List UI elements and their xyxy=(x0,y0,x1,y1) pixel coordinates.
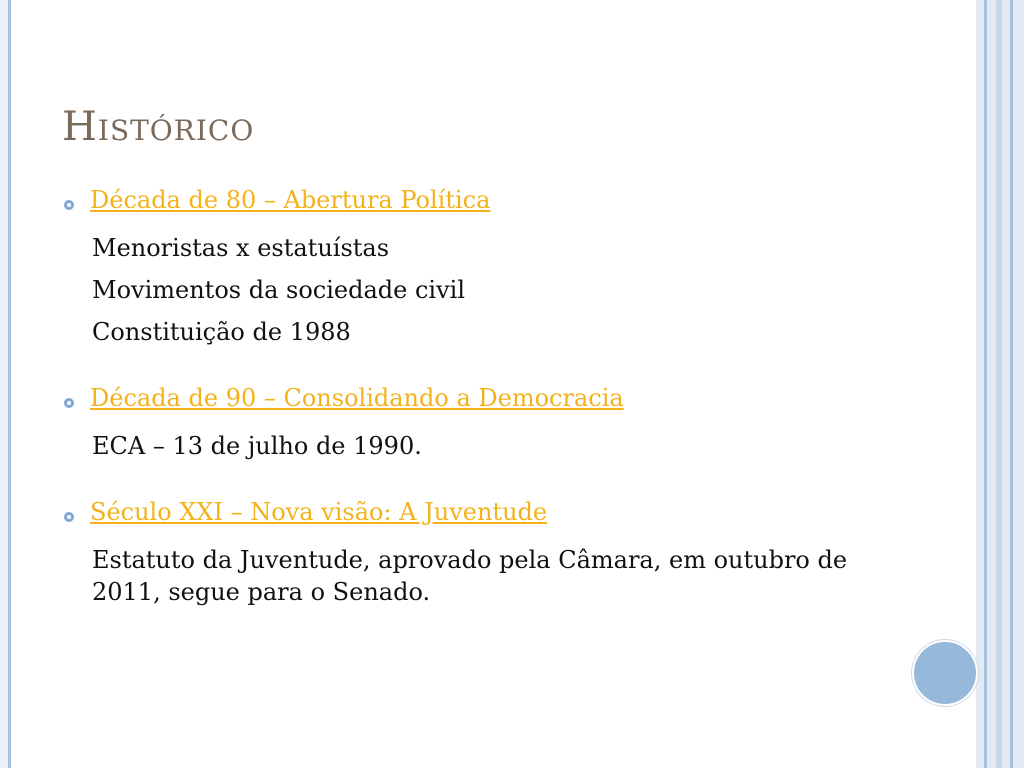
right-border-line xyxy=(996,0,1002,768)
section-heading-row xyxy=(60,186,920,222)
section-item: Estatuto da Juventude, aprovado pela Câmara, em outubro de 2011, segue para o Senado. xyxy=(92,546,848,606)
section-heading-row xyxy=(60,384,920,420)
section-item: Movimentos da sociedade civil xyxy=(92,276,465,304)
section-heading-link[interactable]: Década de 80 – Abertura Política xyxy=(90,186,491,214)
bullet-icon xyxy=(64,398,74,408)
section-heading-row xyxy=(60,498,920,534)
left-border-stripe xyxy=(0,0,8,768)
section-item: Menoristas x estatuístas xyxy=(92,234,390,262)
section-21st-century xyxy=(60,498,920,608)
right-border-line xyxy=(1010,0,1013,768)
slide-content xyxy=(60,186,920,636)
section-heading-link[interactable]: Década de 90 – Consolidando a Democracia xyxy=(90,384,624,412)
left-border-line xyxy=(8,0,11,768)
section-heading-link[interactable]: Século XXI – Nova visão: A Juventude xyxy=(90,498,548,526)
bullet-icon xyxy=(64,200,74,210)
bullet-icon xyxy=(64,512,74,522)
decorative-circle xyxy=(912,640,978,706)
section-90s xyxy=(60,384,920,462)
section-item: ECA – 13 de julho de 1990. xyxy=(92,432,422,460)
slide-title: Histórico xyxy=(62,104,255,150)
section-80s xyxy=(60,186,920,348)
right-border-line xyxy=(984,0,987,768)
section-item: Constituição de 1988 xyxy=(92,318,351,346)
